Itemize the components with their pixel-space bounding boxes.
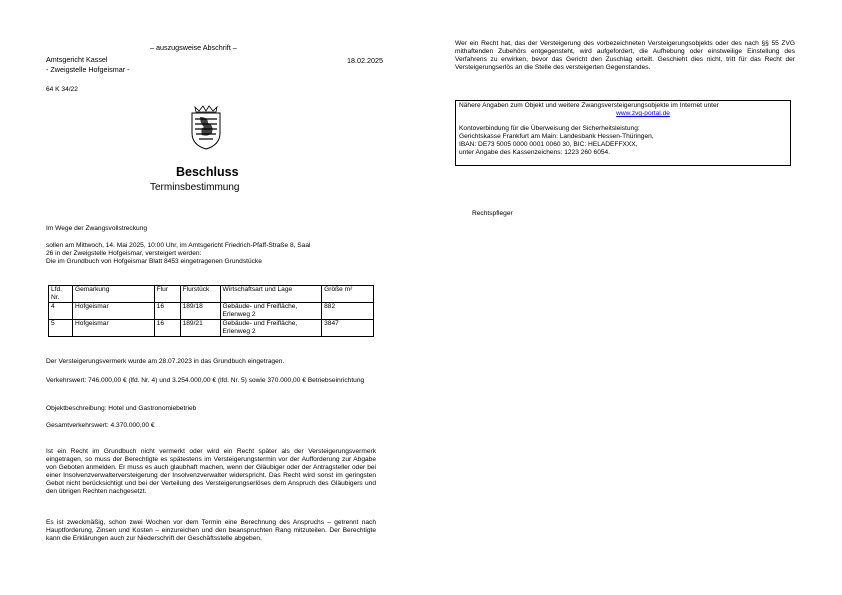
rights-paragraph: Ist ein Recht im Grundbuch nicht vermerkt oder wird ein Recht später als der Versteigerungsvermerk eingetragen, so muss der Berechtigte es spätestens im Versteigerungstermin vor der Aufforderung zur Abgabe von Geboten anmelden. Er muss es auch glaubhaft machen, wenn der Gläubiger oder der Antragsteller oder bei einer Insolvenzverwalterversteigerung der Insolvenzverwalter widerspricht. Das Recht wird sonst im geringsten Gebot nicht berücksichtigt und bei der Verteilung des Versteigerungserlöses dem Anspruch des Gläubigers und den übrigen Rechten nachgesetzt. bbox=[46, 448, 376, 495]
portal-link[interactable]: www.zvg-portal.de bbox=[616, 110, 670, 117]
table-cell: 3847 bbox=[322, 320, 374, 337]
table-cell: 5 bbox=[49, 320, 73, 337]
table-header: Gemarkung bbox=[72, 286, 154, 303]
auction-date-line-1: sollen am Mittwoch, 14. Mai 2025, 10:00 Uhr, im Amtsgericht Friedrich-Pfaff-Straße 8, Saal bbox=[46, 242, 311, 249]
table-header: Flur bbox=[154, 286, 180, 303]
page-title: Beschluss bbox=[176, 165, 239, 179]
rights-notice: Wer ein Recht hat, das der Versteigerung des vorbezeichneten Versteigerungsobjekts oder des nach §§ 55 ZVG mithaftenden Zubehörs entgegensteht, wird aufgefordert, die Aufhebung oder einstweilige Einstellung des Verfahrens zu erwirken, bevor das Gericht den Zuschlag erteilt. Geschieht dies nicht, tritt für das Recht der Versteigerungserlös an die Stelle des versteigerten Gegenstandes. bbox=[455, 40, 795, 71]
table-row bbox=[49, 320, 374, 337]
property-table bbox=[48, 285, 374, 337]
calculation-paragraph: Es ist zweckmäßig, schon zwei Wochen vor dem Termin eine Berechnung des Anspruchs – getrennt nach Hauptforderung, Zinsen und Kosten – einzureichen und den beanspruchten Rang mitzuteilen. Der Berechtigte kann die Erklärungen auch zur Niederschrift der Geschäftsstelle abgeben. bbox=[46, 519, 376, 542]
signature-role: Rechtspfleger bbox=[472, 210, 513, 217]
portal-text: Nähere Angaben zum Objekt und weitere Zwangsversteigerungsobjekte im Internet unter bbox=[459, 102, 719, 109]
table-cell: Gebäude- und Freifläche, Erlenweg 2 bbox=[220, 320, 322, 337]
table-cell: 4 bbox=[49, 303, 73, 320]
table-header: Wirtschaftsart und Lage bbox=[220, 286, 322, 303]
table-cell: 16 bbox=[154, 320, 180, 337]
auction-date-line-2: 26 in der Zweigstelle Hofgeismar, versteigert werden: bbox=[46, 250, 202, 257]
page-subtitle: Terminsbestimmung bbox=[150, 182, 240, 193]
court-line-2: - Zweigstelle Hofgeismar - bbox=[46, 65, 130, 74]
excerpt-note: – auszugsweise Abschrift – bbox=[150, 43, 237, 52]
bank-line-2: Gerichtskasse Frankfurt am Main: Landesbank Hessen-Thüringen, bbox=[459, 133, 654, 140]
table-cell: Hofgeismar bbox=[72, 303, 154, 320]
total-value-text: Gesamtverkehrswert: 4.370.000,00 € bbox=[46, 422, 155, 429]
court-line-1: Amtsgericht Kassel bbox=[46, 55, 108, 64]
table-cell: 189/18 bbox=[180, 303, 220, 320]
document-date: 18.02.2025 bbox=[347, 56, 383, 65]
market-value-text: Verkehrswert: 746.000,00 € (lfd. Nr. 4) und 3.254.000,00 € (lfd. Nr. 5) sowie 370.000,00 € Betriebseinrichtung bbox=[46, 377, 365, 384]
file-number: 64 K 34/22 bbox=[46, 86, 78, 93]
table-cell: 16 bbox=[154, 303, 180, 320]
bank-line-3: IBAN: DE73 5005 0000 0001 0060 30, BIC: HELADEFFXXX, bbox=[459, 141, 638, 148]
registration-text: Der Versteigerungsvermerk wurde am 28.07.2023 in das Grundbuch eingetragen. bbox=[46, 358, 285, 365]
object-description: Objektbeschreibung: Hotel und Gastronomiebetrieb bbox=[46, 405, 197, 412]
table-row bbox=[49, 303, 374, 320]
table-header: Flurstück bbox=[180, 286, 220, 303]
table-cell: 189/21 bbox=[180, 320, 220, 337]
intro-text: Im Wege der Zwangsvollstreckung bbox=[46, 225, 148, 232]
table-header: Lfd. Nr. bbox=[49, 286, 73, 303]
table-header-row bbox=[49, 286, 374, 303]
coat-of-arms-icon bbox=[186, 103, 226, 151]
bank-line-1: Kontoverbindung für die Überweisung der Sicherheitsleistung: bbox=[459, 125, 640, 132]
auction-date-text bbox=[46, 242, 376, 266]
info-box bbox=[455, 100, 791, 166]
auction-date-line-3: Die im Grundbuch von Hofgeismar Blatt 8453 eingetragenen Grundstücke bbox=[46, 258, 262, 265]
table-cell: Gebäude- und Freifläche, Erlenweg 2 bbox=[220, 303, 322, 320]
court-name bbox=[46, 55, 129, 75]
table-cell: 882 bbox=[322, 303, 374, 320]
table-header: Größe m² bbox=[322, 286, 374, 303]
table-cell: Hofgeismar bbox=[72, 320, 154, 337]
bank-line-4: unter Angabe des Kassenzeichens: 1223 260 6054. bbox=[459, 149, 611, 156]
